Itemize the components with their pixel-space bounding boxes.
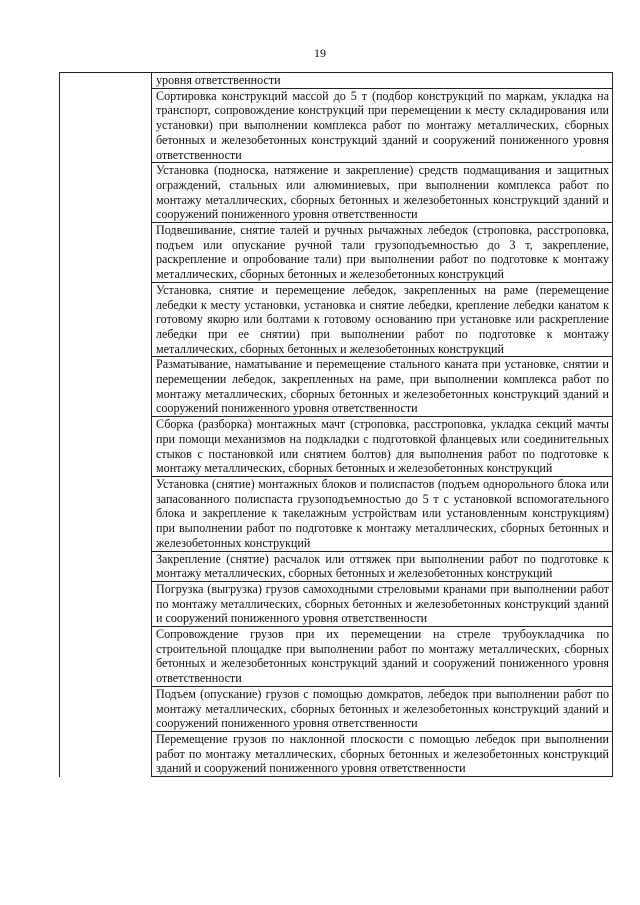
table-cell-description: Подвешивание, снятие талей и ручных рычажных лебедок (строповка, расстроповка, подъем или опускание ручной тали грузоподъемностью до 3 т, закрепление, раскрепление и опробование тали) при выполнении работ по подготовке к монтажу металлических, сборных бетонных и железобетонных конструкций — [152, 223, 613, 283]
page-number: 19 — [314, 46, 326, 60]
table-cell-description: Установка (снятие) монтажных блоков и полиспастов (подъем однорольного блока или запасованного полиспаста грузоподъемностью до 5 т с установкой вспомогательного блока и закрепление к такелажным устройствам или установленным конструкциям) при выполнении работ по подготовке к монтажу металлических, сборных бетонных и железобетонных конструкций — [152, 476, 613, 551]
table-cell-description: Сборка (разборка) монтажных мачт (строповка, расстроповка, укладка секций мачты при помощи механизмов на подкладки с подготовкой фланцевых или соединительных стыков с постановкой или снятием болтов) для выполнения работ по подготовке к монтажу металлических, сборных бетонных и железобетонных конструкций — [152, 417, 613, 477]
table-cell-description: Установка (подноска, натяжение и закрепление) средств подмащивания и защитных ограждений, стальных или алюминиевых, при выполнении комплекса работ по монтажу металлических, сборных бетонных и железобетонных конструкций зданий и сооружений пониженного уровня ответственности — [152, 163, 613, 223]
table-cell-description: Сортировка конструкций массой до 5 т (подбор конструкций по маркам, укладка на транспорт, сопровождение конструкций при перемещении к месту складирования или установки) при выполнении комплекса работ по монтажу металлических, сборных бетонных и железобетонных конструкций зданий и сооружений пониженного уровня ответственности — [152, 88, 613, 163]
table-cell-description: Перемещение грузов по наклонной плоскости с помощью лебедок при выполнении работ по монтажу металлических, сборных бетонных и железобетонных конструкций зданий и сооружений пониженного уровня ответственности — [152, 731, 613, 776]
left-column-cell — [60, 73, 152, 777]
table-cell-description: Погрузка (выгрузка) грузов самоходными стреловыми кранами при выполнении работ по монтажу металлических, сборных бетонных и железобетонных конструкций зданий и сооружений пониженного уровня ответственности — [152, 581, 613, 626]
table-row — [60, 73, 613, 89]
table-cell-description: Сопровождение грузов при их перемещении на стреле трубоукладчика по строительной площадке при выполнении работ по монтажу металлических, сборных бетонных и железобетонных конструкций зданий и сооружений пониженного уровня ответственности — [152, 627, 613, 687]
table-cell-description: Подъем (опускание) грузов с помощью домкратов, лебедок при выполнении работ по монтажу металлических, сборных бетонных и железобетонных конструкций зданий и сооружений пониженного уровня ответственности — [152, 686, 613, 731]
table-cell-description: Разматывание, наматывание и перемещение стального каната при установке, снятии и перемещении лебедок, закрепленных на раме, при выполнении комплекса работ по монтажу металлических, сборных бетонных и железобетонных конструкций зданий и сооружений пониженного уровня ответственности — [152, 357, 613, 417]
table-cell-description: Закрепление (снятие) расчалок или оттяжек при выполнении работ по подготовке к монтажу металлических, сборных бетонных и железобетонных конструкций — [152, 551, 613, 581]
table-cell-description: уровня ответственности — [152, 73, 613, 89]
table-cell-description: Установка, снятие и перемещение лебедок, закрепленных на раме (перемещение лебедки к месту установки, установка и снятие лебедки, крепление лебедки канатом к готовому якорю или болтами к готовому основанию при установке или раскрепление лебедки при ее снятии) при выполнении работ по подготовке к монтажу металлических, сборных бетонных и железобетонных конструкций — [152, 282, 613, 357]
labor-functions-table — [59, 72, 613, 777]
